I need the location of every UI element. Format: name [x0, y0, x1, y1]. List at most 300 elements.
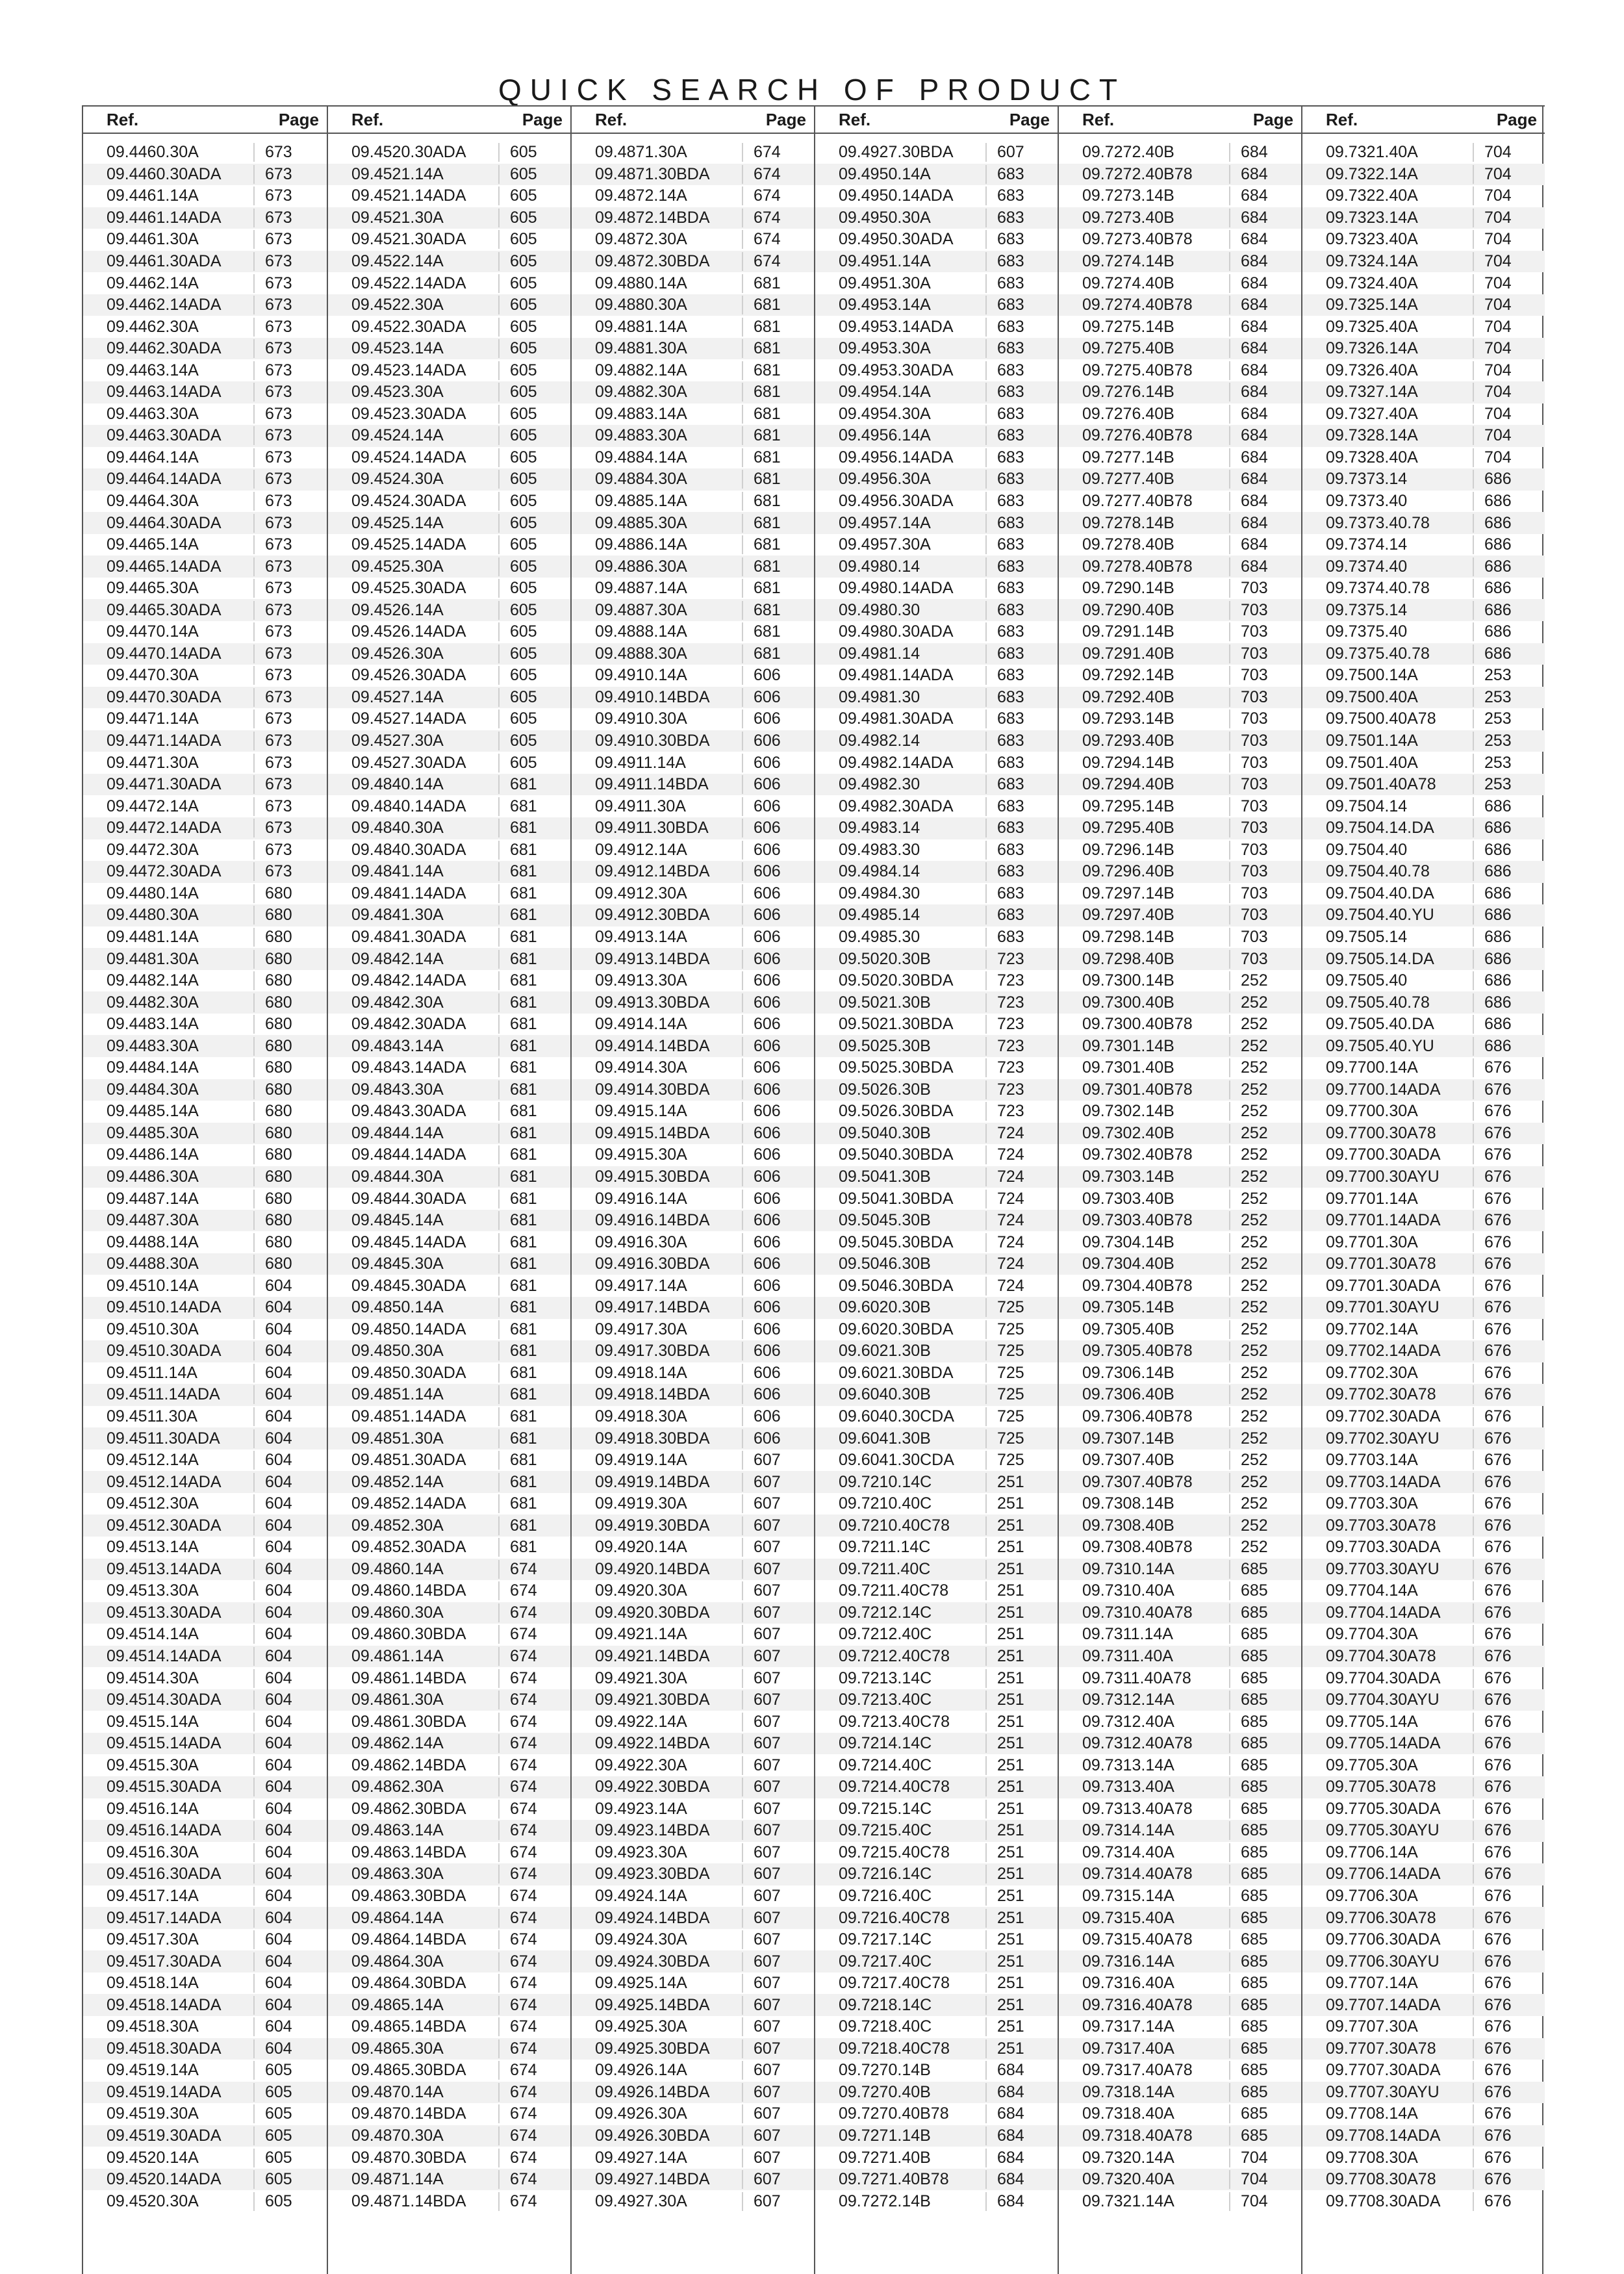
ref-cell: 09.4482.14A — [107, 971, 199, 990]
table-row — [815, 1689, 1058, 1711]
ref-cell: 09.4526.30ADA — [351, 666, 466, 685]
ref-cell: 09.4888.14A — [595, 622, 687, 641]
ref-cell: 09.7708.30A78 — [1326, 2170, 1436, 2189]
ref-cell: 09.4862.30A — [351, 1778, 444, 1796]
page-cell: 251 — [985, 1909, 1031, 1928]
page-cell: 681 — [498, 775, 544, 794]
page-cell: 607 — [742, 1865, 787, 1884]
table-row — [328, 1733, 570, 1755]
page-cell: 607 — [742, 1625, 787, 1644]
table-row — [1302, 1973, 1545, 1995]
table-row — [815, 1820, 1058, 1842]
table-row — [328, 926, 570, 949]
ref-cell: 09.7313.14A — [1082, 1756, 1174, 1774]
ref-cell: 09.4911.30A — [595, 797, 686, 815]
page-cell: 251 — [985, 1581, 1031, 1600]
ref-cell: 09.4523.14ADA — [351, 361, 466, 379]
page-cell: 684 — [985, 2061, 1031, 2080]
ref-cell: 09.7501.40A78 — [1326, 775, 1436, 794]
table-row — [328, 512, 570, 534]
page-cell: 605 — [498, 448, 544, 467]
page-cell: 607 — [742, 1713, 787, 1731]
ref-cell: 09.4462.30ADA — [107, 339, 222, 358]
table-row — [572, 207, 814, 229]
table-row — [1302, 447, 1545, 469]
page-cell: 607 — [742, 2192, 787, 2211]
table-row — [815, 970, 1058, 992]
ref-cell: 09.4883.30A — [595, 426, 687, 445]
page-cell: 673 — [253, 361, 299, 380]
table-row — [572, 403, 814, 426]
table-row — [83, 1798, 327, 1820]
table-row — [1302, 294, 1545, 316]
page-cell: 685 — [1229, 1974, 1275, 1993]
page-cell: 606 — [742, 993, 787, 1012]
page-cell: 681 — [498, 1211, 544, 1230]
page-cell: 606 — [742, 1102, 787, 1121]
page-cell: 673 — [253, 492, 299, 511]
table-row — [83, 2038, 327, 2060]
table-row — [815, 1929, 1058, 1951]
ref-cell: 09.4484.30A — [107, 1080, 199, 1099]
table-row — [1302, 491, 1545, 513]
table-row — [815, 185, 1058, 207]
page-cell: 252 — [1229, 1342, 1275, 1361]
page-cell: 606 — [742, 1385, 787, 1404]
table-row — [1059, 1950, 1301, 1973]
table-row — [572, 316, 814, 338]
table-row — [328, 1101, 570, 1123]
page-cell: 676 — [1473, 1538, 1518, 1557]
ref-cell: 09.4515.30A — [107, 1756, 199, 1774]
ref-cell: 09.7298.14B — [1082, 927, 1174, 946]
table-row — [815, 1994, 1058, 2016]
page-cell: 252 — [1229, 1015, 1275, 1034]
ref-cell: 09.4525.14ADA — [351, 535, 466, 554]
table-row — [572, 1514, 814, 1537]
table-row — [1059, 1319, 1301, 1341]
page-cell: 703 — [1229, 906, 1275, 925]
page-cell: 725 — [985, 1298, 1031, 1317]
table-row — [572, 142, 814, 164]
ref-cell: 09.4950.14A — [839, 164, 931, 183]
page-cell: 685 — [1229, 1581, 1275, 1600]
ref-cell: 09.7318.14A — [1082, 2082, 1174, 2101]
ref-cell: 09.7703.14ADA — [1326, 1472, 1441, 1491]
table-row — [328, 1253, 570, 1275]
table-row — [83, 425, 327, 447]
table-row — [1302, 2060, 1545, 2082]
page-cell: 685 — [1229, 1713, 1275, 1731]
ref-cell: 09.7294.14B — [1082, 753, 1174, 772]
ref-cell: 09.4886.30A — [595, 557, 687, 576]
page-cell: 607 — [742, 1909, 787, 1928]
table-row — [815, 1101, 1058, 1123]
table-row — [572, 774, 814, 796]
page-cell: 604 — [253, 2017, 299, 2036]
page-cell: 683 — [985, 601, 1031, 620]
page-cell: 606 — [742, 1320, 787, 1339]
ref-cell: 09.7317.40A — [1082, 2039, 1174, 2058]
page-title: QUICK SEARCH OF PRODUCT — [498, 72, 1126, 107]
ref-cell: 09.4461.14ADA — [107, 208, 222, 227]
ref-cell: 09.4910.14A — [595, 666, 687, 685]
ref-cell: 09.7213.14C — [839, 1668, 932, 1687]
page-cell: 252 — [1229, 1385, 1275, 1404]
table-row — [1059, 1580, 1301, 1602]
page-cell: 607 — [742, 1473, 787, 1492]
table-row — [83, 403, 327, 426]
table-row — [815, 1514, 1058, 1537]
ref-cell: 09.4518.14ADA — [107, 1995, 222, 2014]
page-cell: 606 — [742, 1277, 787, 1296]
page-cell: 681 — [498, 1233, 544, 1252]
page-cell: 686 — [1473, 514, 1518, 533]
page-cell: 676 — [1473, 1734, 1518, 1753]
page-cell: 606 — [742, 1145, 787, 1164]
table-row — [83, 1667, 327, 1689]
ref-cell: 09.7304.40B78 — [1082, 1276, 1193, 1295]
ref-cell: 09.4844.30A — [351, 1167, 444, 1186]
ref-cell: 09.4862.14BDA — [351, 1756, 466, 1774]
ref-cell: 09.7290.14B — [1082, 579, 1174, 598]
ref-cell: 09.4882.14A — [595, 361, 687, 379]
table-row — [815, 338, 1058, 360]
ref-cell: 09.7305.14B — [1082, 1298, 1174, 1317]
page-cell: 681 — [498, 1320, 544, 1339]
table-row — [328, 1863, 570, 1885]
ref-cell: 09.4844.14ADA — [351, 1145, 466, 1164]
ref-cell: 09.4844.14A — [351, 1123, 444, 1142]
ref-cell: 09.4513.30ADA — [107, 1603, 222, 1622]
ref-cell: 09.7702.14ADA — [1326, 1342, 1441, 1361]
page-cell: 607 — [742, 1821, 787, 1840]
ref-cell: 09.4861.30BDA — [351, 1712, 466, 1731]
page-cell: 704 — [1473, 318, 1518, 337]
ref-cell: 09.4850.30A — [351, 1342, 444, 1361]
page-cell: 674 — [498, 1581, 544, 1600]
ref-header: Ref. — [107, 109, 139, 129]
table-row — [815, 425, 1058, 447]
table-row — [1302, 1733, 1545, 1755]
ref-cell: 09.7701.30A — [1326, 1233, 1418, 1251]
ref-cell: 09.4862.30BDA — [351, 1799, 466, 1818]
page-cell: 676 — [1473, 1669, 1518, 1688]
page-cell: 681 — [498, 819, 544, 837]
table-row — [83, 1144, 327, 1166]
table-row — [1302, 948, 1545, 970]
table-row — [1059, 468, 1301, 491]
ref-cell: 09.4524.14ADA — [351, 448, 466, 466]
ref-cell: 09.7292.40B — [1082, 687, 1174, 706]
ref-cell: 09.4981.30 — [839, 687, 920, 706]
page-cell: 604 — [253, 1713, 299, 1731]
page-cell: 681 — [742, 405, 787, 424]
page-cell: 681 — [498, 884, 544, 903]
page-cell: 703 — [1229, 732, 1275, 750]
page-cell: 704 — [1473, 209, 1518, 227]
ref-cell: 09.4954.14A — [839, 383, 931, 402]
ref-cell: 09.4851.30A — [351, 1429, 444, 1448]
table-row — [1302, 1427, 1545, 1450]
page-cell: 681 — [742, 383, 787, 402]
page-cell: 252 — [1229, 1255, 1275, 1273]
page-cell: 604 — [253, 1996, 299, 2015]
table-row — [1059, 207, 1301, 229]
page-cell: 673 — [253, 296, 299, 314]
table-row — [328, 817, 570, 839]
ref-cell: 09.7213.40C78 — [839, 1712, 950, 1731]
table-row — [815, 752, 1058, 774]
ref-cell: 09.4910.30A — [595, 709, 687, 728]
ref-cell: 09.4919.14BDA — [595, 1472, 710, 1491]
ref-cell: 09.7314.14A — [1082, 1821, 1174, 1840]
table-row — [1059, 1231, 1301, 1253]
ref-cell: 09.7314.40A — [1082, 1843, 1174, 1861]
table-row — [815, 1842, 1058, 1864]
page-cell: 604 — [253, 1843, 299, 1862]
page-cell: 680 — [253, 928, 299, 947]
table-row — [328, 1057, 570, 1079]
ref-cell: 09.7505.14.DA — [1326, 949, 1434, 968]
page-cell: 674 — [498, 1560, 544, 1579]
page-cell: 685 — [1229, 1996, 1275, 2015]
page-cell: 684 — [1229, 361, 1275, 380]
page-cell: 681 — [498, 1080, 544, 1099]
table-row — [1302, 1689, 1545, 1711]
page-cell: 681 — [742, 601, 787, 620]
table-row — [83, 1994, 327, 2016]
table-row — [1302, 687, 1545, 709]
ref-cell: 09.7504.40.DA — [1326, 884, 1434, 902]
table-row — [83, 2082, 327, 2104]
ref-cell: 09.4864.14BDA — [351, 1930, 466, 1949]
table-row — [572, 1188, 814, 1210]
page-cell: 251 — [985, 1865, 1031, 1884]
page-cell: 680 — [253, 1080, 299, 1099]
page-cell: 673 — [253, 143, 299, 162]
page-cell: 704 — [1473, 296, 1518, 314]
page-cell: 685 — [1229, 2017, 1275, 2036]
table-row — [83, 599, 327, 621]
table-row — [1059, 1667, 1301, 1689]
ref-cell: 09.4522.30ADA — [351, 317, 466, 336]
page-cell: 686 — [1473, 971, 1518, 990]
ref-cell: 09.7324.14A — [1326, 252, 1418, 270]
page-cell: 676 — [1473, 1952, 1518, 1971]
table-row — [1059, 1711, 1301, 1733]
ref-cell: 09.7275.14B — [1082, 317, 1174, 336]
ref-cell: 09.4527.14A — [351, 687, 444, 706]
table-row — [815, 556, 1058, 578]
ref-cell: 09.7302.40B78 — [1082, 1145, 1193, 1164]
ref-cell: 09.4920.30A — [595, 1581, 687, 1600]
ref-cell: 09.7322.14A — [1326, 164, 1418, 183]
page-cell: 681 — [498, 1473, 544, 1492]
ref-cell: 09.5021.30B — [839, 993, 931, 1012]
ref-cell: 09.4485.30A — [107, 1123, 199, 1142]
page-cell: 683 — [985, 339, 1031, 358]
ref-cell: 09.4871.14BDA — [351, 2191, 466, 2210]
ref-cell: 09.4957.14A — [839, 513, 931, 532]
ref-cell: 09.4924.30BDA — [595, 1952, 710, 1971]
table-row — [572, 359, 814, 381]
table-row — [815, 1624, 1058, 1646]
table-row — [328, 338, 570, 360]
ref-cell: 09.4980.30 — [839, 600, 920, 619]
table-row — [572, 229, 814, 251]
ref-cell: 09.7706.14A — [1326, 1843, 1418, 1861]
table-row — [328, 1994, 570, 2016]
table-row — [83, 883, 327, 905]
ref-cell: 09.7273.40B78 — [1082, 230, 1193, 249]
page-cell: 683 — [985, 841, 1031, 860]
table-row — [1059, 970, 1301, 992]
page-cell: 674 — [498, 2039, 544, 2058]
page-cell: 604 — [253, 1429, 299, 1448]
page-cell: 251 — [985, 1560, 1031, 1579]
table-row — [572, 1842, 814, 1864]
page-cell: 604 — [253, 1887, 299, 1906]
ref-cell: 09.4863.14A — [351, 1821, 444, 1840]
table-row — [1059, 142, 1301, 164]
page-cell: 606 — [742, 1168, 787, 1186]
ref-cell: 09.4954.30A — [839, 404, 931, 423]
page-cell: 681 — [498, 1407, 544, 1426]
table-row — [815, 1471, 1058, 1493]
table-row — [328, 359, 570, 381]
ref-cell: 09.7275.40B — [1082, 339, 1174, 358]
column-header — [1302, 105, 1545, 134]
table-row — [572, 1166, 814, 1188]
table-row — [1302, 708, 1545, 730]
ref-cell: 09.7701.14ADA — [1326, 1211, 1441, 1230]
table-row — [572, 1994, 814, 2016]
table-row — [1302, 338, 1545, 360]
ref-cell: 09.7292.14B — [1082, 666, 1174, 685]
ref-cell: 09.4526.30A — [351, 644, 444, 663]
page-cell: 680 — [253, 1233, 299, 1252]
page-cell: 704 — [1473, 165, 1518, 184]
table-row — [815, 447, 1058, 469]
ref-cell: 09.7700.30A78 — [1326, 1123, 1436, 1142]
page-cell: 606 — [742, 797, 787, 816]
page-cell: 676 — [1473, 1800, 1518, 1819]
table-row — [328, 1776, 570, 1798]
page-cell: 676 — [1473, 2192, 1518, 2211]
page-cell: 604 — [253, 1669, 299, 1688]
table-row — [83, 2016, 327, 2038]
page-cell: 676 — [1473, 1778, 1518, 1796]
column-header — [328, 105, 570, 134]
page-cell: 607 — [742, 1952, 787, 1971]
ref-cell: 09.7703.30A — [1326, 1494, 1418, 1513]
page-cell: 251 — [985, 1473, 1031, 1492]
ref-cell: 09.4487.14A — [107, 1189, 199, 1208]
page-cell: 676 — [1473, 1058, 1518, 1077]
table-row — [1059, 643, 1301, 665]
page-cell: 673 — [253, 709, 299, 728]
ref-cell: 09.4917.30BDA — [595, 1342, 710, 1361]
table-row — [83, 1602, 327, 1624]
table-row — [328, 2147, 570, 2169]
page-cell: 680 — [253, 1124, 299, 1143]
ref-cell: 09.4513.14A — [107, 1538, 199, 1557]
ref-cell: 09.7270.14B — [839, 2061, 931, 2080]
table-row — [1302, 1624, 1545, 1646]
page-cell: 252 — [1229, 1277, 1275, 1296]
page-cell: 673 — [253, 274, 299, 293]
page-cell: 676 — [1473, 1233, 1518, 1252]
page-cell: 683 — [985, 426, 1031, 445]
table-row — [1302, 774, 1545, 796]
ref-cell: 09.7701.30A78 — [1326, 1255, 1436, 1273]
ref-cell: 09.4953.14A — [839, 296, 931, 314]
table-row — [83, 2190, 327, 2212]
table-row — [1059, 1035, 1301, 1057]
page-cell: 606 — [742, 819, 787, 837]
ref-cell: 09.7707.30ADA — [1326, 2061, 1441, 2080]
table-row — [1059, 1514, 1301, 1537]
ref-cell: 09.4883.14A — [595, 404, 687, 423]
page-cell: 605 — [498, 601, 544, 620]
table-row — [1302, 1842, 1545, 1864]
page-cell: 674 — [498, 2192, 544, 2211]
table-row — [572, 1667, 814, 1689]
table-row — [83, 1514, 327, 1537]
table-row — [1059, 904, 1301, 926]
ref-cell: 09.4925.14A — [595, 1974, 687, 1993]
table-row — [1302, 1907, 1545, 1929]
page-cell: 684 — [1229, 405, 1275, 424]
table-row — [572, 1950, 814, 1973]
ref-cell: 09.4919.30BDA — [595, 1516, 710, 1535]
page-cell: 606 — [742, 688, 787, 707]
page-cell: 604 — [253, 1909, 299, 1928]
table-row — [572, 621, 814, 643]
page-cell: 685 — [1229, 1734, 1275, 1753]
ref-cell: 09.7373.40 — [1326, 492, 1408, 511]
table-row — [572, 1319, 814, 1341]
ref-cell: 09.7303.14B — [1082, 1167, 1174, 1186]
table-row — [1302, 359, 1545, 381]
table-row — [572, 970, 814, 992]
table-row — [815, 774, 1058, 796]
table-row — [83, 272, 327, 294]
ref-cell: 09.4525.14A — [351, 513, 444, 532]
table-row — [328, 491, 570, 513]
page-cell: 605 — [498, 186, 544, 205]
ref-header: Ref. — [595, 109, 628, 129]
table-row — [572, 1580, 814, 1602]
page-cell: 673 — [253, 186, 299, 205]
ref-cell: 09.4843.14A — [351, 1036, 444, 1055]
table-row — [328, 1188, 570, 1210]
table-row — [1059, 1101, 1301, 1123]
table-row — [83, 665, 327, 687]
ref-cell: 09.6041.30CDA — [839, 1451, 954, 1470]
ref-cell: 09.4472.14A — [107, 797, 199, 815]
page-cell: 704 — [1229, 2192, 1275, 2211]
table-row — [572, 185, 814, 207]
page-cell: 686 — [1473, 841, 1518, 860]
table-row — [572, 1537, 814, 1559]
page-cell: 605 — [498, 645, 544, 663]
ref-cell: 09.4841.14ADA — [351, 884, 466, 902]
table-row — [328, 1929, 570, 1951]
ref-cell: 09.4864.30A — [351, 1952, 444, 1971]
ref-cell: 09.4865.14A — [351, 1995, 444, 2014]
